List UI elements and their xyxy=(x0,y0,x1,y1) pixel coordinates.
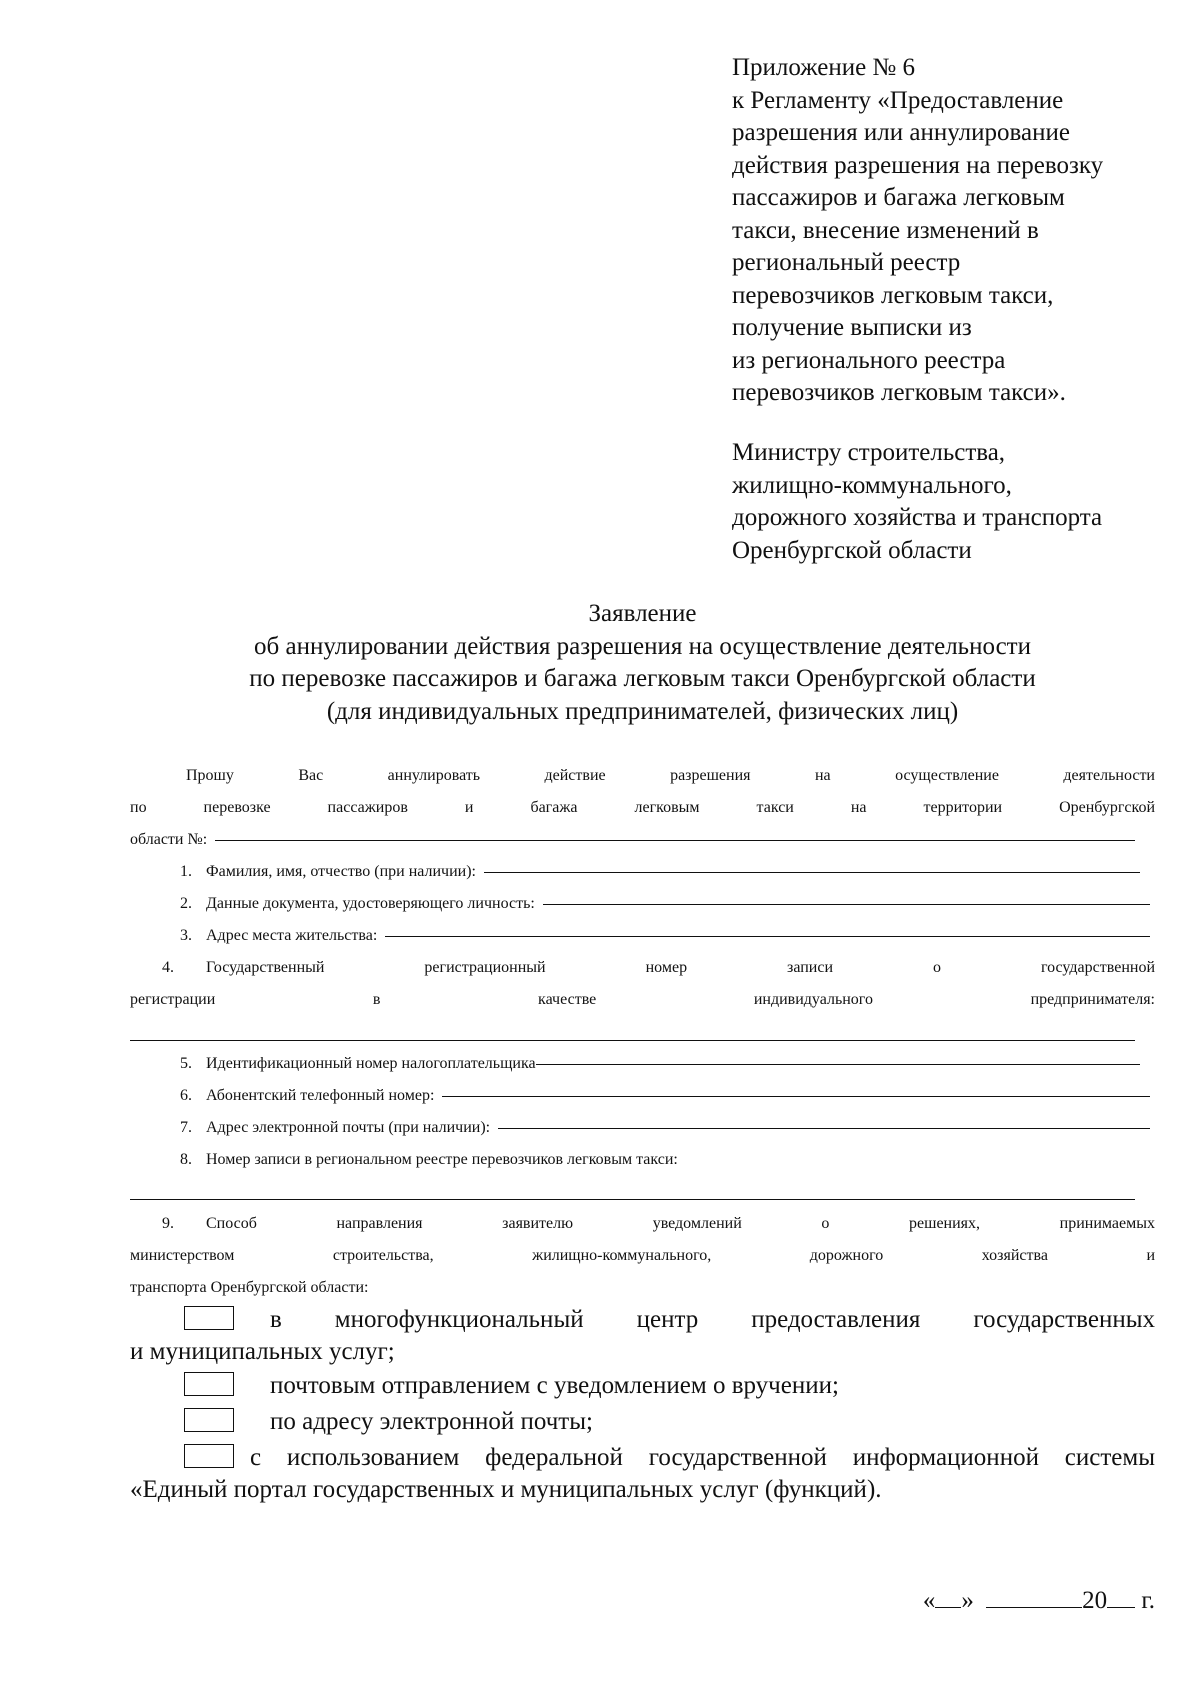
document-title xyxy=(130,598,1155,728)
item-label: Абонентский телефонный номер: xyxy=(206,1087,435,1104)
title-heading: Заявление xyxy=(588,600,697,627)
item-registry-record xyxy=(162,1144,1150,1176)
item-label: Адрес места жительства: xyxy=(206,927,378,944)
phone-field[interactable] xyxy=(442,1095,1150,1097)
addressee-block xyxy=(732,437,1102,567)
item-residence-address xyxy=(162,920,1150,952)
item-number: 2. xyxy=(180,895,192,912)
item-number: 9. xyxy=(162,1215,174,1232)
full-name-field[interactable] xyxy=(484,871,1140,873)
registry-record-field[interactable] xyxy=(130,1199,1135,1200)
item-identity-document xyxy=(162,888,1150,920)
item-taxpayer-id xyxy=(162,1048,1140,1080)
item-number: 4. xyxy=(162,959,174,976)
item-number: 1. xyxy=(180,863,192,880)
annex-line: получение выписки из xyxy=(732,314,972,341)
item-full-name xyxy=(162,856,1140,888)
annex-line: перевозчиков легковым такси, xyxy=(732,281,1054,309)
intro-line-2: по перевозке пассажиров и багажа легковым такси на территории Оренбургской xyxy=(130,799,1155,816)
title-line: об аннулировании действия разрешения на осуществление деятельности xyxy=(254,632,1031,660)
date-close-quote: » xyxy=(961,1587,974,1614)
annex-line: такси, внесение изменений в xyxy=(732,216,1039,244)
permit-number-field[interactable] xyxy=(215,839,1135,841)
annex-line: разрешения или аннулирование xyxy=(732,119,1070,146)
title-line: (для индивидуальных предпринимателей, физических лиц) xyxy=(326,697,959,725)
mfc-checkbox[interactable] xyxy=(184,1306,234,1330)
day-field[interactable] xyxy=(935,1585,961,1608)
date-line xyxy=(923,1585,1155,1617)
addressee-line: Оренбургской области xyxy=(732,536,972,564)
annex-line: к Регламенту «Предоставление xyxy=(732,86,1064,114)
email-field[interactable] xyxy=(498,1127,1150,1129)
annex-line: из регионального реестра xyxy=(732,346,1006,374)
item-notification-method xyxy=(162,1208,1155,1240)
annex-line: перевозчиков легковым такси». xyxy=(732,379,1066,406)
year-field[interactable] xyxy=(1107,1585,1135,1608)
email-notification-checkbox[interactable] xyxy=(184,1408,234,1432)
item-label: Фамилия, имя, отчество (при наличии): xyxy=(206,863,476,880)
item-number: 6. xyxy=(180,1087,192,1104)
item-registration-line-2: регистрации в качестве индивидуального предпринимателя: xyxy=(130,991,1155,1008)
item-label: Данные документа, удостоверяющего личность: xyxy=(206,895,535,912)
year-suffix: г. xyxy=(1141,1587,1155,1614)
annex-line: пассажиров и багажа легковым xyxy=(732,184,1065,211)
permit-number-row xyxy=(130,824,1135,856)
addressee-line: Министру строительства, xyxy=(732,439,1006,466)
item-label: Номер записи в региональном реестре перевозчиков легковым такси: xyxy=(206,1151,678,1168)
item-label: Адрес электронной почты (при наличии): xyxy=(206,1119,491,1136)
annex-reference xyxy=(732,52,1103,410)
item-label: Способ направления заявителю уведомлений о решениях, принимаемых xyxy=(206,1215,1155,1232)
option-portal-line-2: «Единый портал государственных и муниципальных услуг (функций). xyxy=(130,1476,882,1503)
option-mfc-line-2: и муниципальных услуг; xyxy=(130,1338,395,1365)
year-century: 20 xyxy=(1082,1587,1108,1614)
permit-number-label: области №: xyxy=(130,831,208,848)
annex-line: региональный реестр xyxy=(732,249,961,276)
title-line: по перевозке пассажиров и багажа легковым такси Оренбургской области xyxy=(249,665,1036,692)
item-number: 8. xyxy=(180,1151,192,1168)
addressee-line: жилищно-коммунального, xyxy=(732,471,1012,499)
item-number: 3. xyxy=(180,927,192,944)
item-phone xyxy=(162,1080,1150,1112)
notification-line-2: министерством строительства, жилищно-коммунального, дорожного хозяйства и xyxy=(130,1247,1155,1264)
annex-line: Приложение № 6 xyxy=(732,54,916,81)
date-open-quote: « xyxy=(922,1587,936,1614)
residence-address-field[interactable] xyxy=(385,935,1150,937)
item-label: Идентификационный номер налогоплательщика xyxy=(206,1055,536,1072)
taxpayer-id-field[interactable] xyxy=(536,1063,1140,1065)
option-portal-line-1: с использованием федеральной государственной информационной системы xyxy=(250,1444,1155,1471)
item-number: 7. xyxy=(180,1119,192,1136)
option-email: по адресу электронной почты; xyxy=(270,1408,593,1435)
option-postal: почтовым отправлением с уведомлением о вручении; xyxy=(270,1372,839,1399)
item-registration-number xyxy=(162,952,1155,984)
addressee-line: дорожного хозяйства и транспорта xyxy=(732,504,1103,531)
month-field[interactable] xyxy=(986,1585,1082,1608)
registration-number-field[interactable] xyxy=(130,1040,1135,1041)
item-email xyxy=(162,1112,1150,1144)
postal-checkbox[interactable] xyxy=(184,1372,234,1396)
item-number: 5. xyxy=(180,1055,192,1072)
item-label: Государственный регистрационный номер записи о государственной xyxy=(206,959,1155,976)
annex-line: действия разрешения на перевозку xyxy=(732,151,1104,179)
notification-line-3: транспорта Оренбургской области: xyxy=(130,1279,369,1296)
identity-document-field[interactable] xyxy=(543,903,1150,905)
option-mfc-line-1: в многофункциональный центр предоставления государственных xyxy=(270,1306,1155,1333)
intro-line-1: Прошу Вас аннулировать действие разрешения на осуществление деятельности xyxy=(186,767,1155,784)
portal-checkbox[interactable] xyxy=(184,1444,234,1468)
